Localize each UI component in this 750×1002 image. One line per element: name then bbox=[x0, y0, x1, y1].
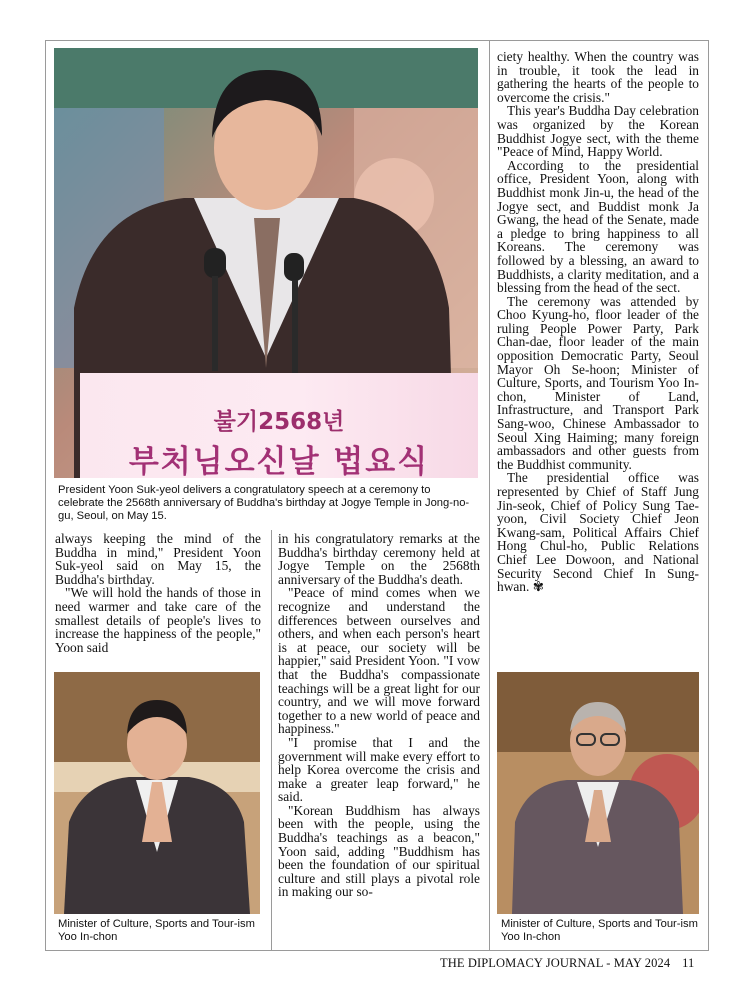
article-column-3 bbox=[497, 50, 699, 595]
left-photo-caption: Minister of Culture, Sports and Tour-ism Yoo In-chon bbox=[58, 918, 255, 943]
end-mark-icon: ✾ bbox=[532, 580, 544, 596]
article-paragraph: "We will hold the hands of those in need warmer and take care of the smallest details of people's lives to increase the happiness of the people," Yoon said bbox=[55, 585, 261, 655]
article-paragraph: The ceremony was attended by Choo Kyung-ho, floor leader of the ruling People Power Party, Park Chan-dae, floor leader of the main opposition Democratic Party, Seoul Mayor Oh Se-hoon; Minister of Culture, Sports, and Tourism Yoo In-chon, Minister of Land, Infrastructure, and Transport Park Sang-woo, Chinese Ambassador to Seoul Xing Haiming; many foreign ambassadors and other guests from the Buddhist community. bbox=[497, 293, 699, 472]
banner-title-text: 부처님오신날 법요식 bbox=[128, 444, 430, 480]
article-paragraph: always keeping the mind of the Buddha in mind," President Yoon Suk-yeol said on May 15, the Buddha's birthday. bbox=[55, 531, 261, 587]
column-divider bbox=[271, 530, 272, 950]
minister-photo-right bbox=[497, 672, 699, 914]
article-paragraph: According to the presidential office, President Yoon, along with Buddhist monk Jin-u, the head of the Jogye sect, and Buddist monk Ja Gwang, the head of the Senate, made a pledge to bring happiness to all Koreans. The ceremony was followed by a blessing, an award to Buddhists, a clarity meditation, and a blessing from the head of the sect. bbox=[497, 157, 699, 296]
page-footer bbox=[440, 956, 694, 971]
column-divider bbox=[489, 40, 490, 950]
right-photo-caption: Minister of Culture, Sports and Tour-ism Yoo In-chon bbox=[501, 918, 698, 943]
article-paragraph: ciety healthy. When the country was in trouble, it took the lead in gathering the hearts of the people to overcome the crisis." bbox=[497, 49, 699, 105]
minister-right-image bbox=[497, 672, 699, 914]
article-paragraph: "I promise that I and the government will make every effort to help Korea overcome the crisis and make a greater leap forward," he said. bbox=[278, 734, 480, 805]
article-paragraph-text: The presidential office was represented by Chief of Staff Jung Jin-seok, Chief of Policy Sung Tae-yoon, Civil Society Chief Jeon Kwang-sam, Political Affairs Chief Hong Chul-ho, Public Relations Chief Lee Dowoon, and National Security Second Chief In Sung-hwan. bbox=[497, 470, 699, 595]
minister-left-image bbox=[54, 672, 260, 914]
article-paragraph: This year's Buddha Day celebration was organized by the Korean Buddhist Jogye sect, with the theme "Peace of Mind, Happy World. bbox=[497, 103, 699, 160]
article-paragraph: "Korean Buddhism has always been with the people, using the Buddha's teachings as a beacon," Yoon said, adding "Buddhism has been the foundation of our spiritual culture and still plays a pivotal role in making our so- bbox=[278, 802, 480, 900]
banner-year-text: 불기2568년 bbox=[213, 409, 345, 435]
main-photo-caption: President Yoon Suk-yeol delivers a congratulatory speech at a ceremony to celebrate the 2568th anniversary of Buddha's birthday at Jogye Temple in Jong-no-gu, Seoul, on May 15. bbox=[58, 484, 470, 522]
publication-name: THE DIPLOMACY JOURNAL - MAY 2024 bbox=[440, 956, 671, 970]
article-column-2 bbox=[278, 532, 480, 899]
ceremony-banner bbox=[80, 373, 478, 478]
article-paragraph: in his congratulatory remarks at the Buddha's birthday ceremony held at Jogye Temple on the 2568th anniversary of the Buddha's death. bbox=[278, 531, 480, 587]
article-paragraph: "Peace of mind comes when we recognize and understand the differences between ourselves and others, and when each person's heart is at peace, our society will be happier," said President Yoon. "I vow that the Buddha's compassionate teachings will be a great light for our country, and we will move forward together to a new world of peace and happiness." bbox=[278, 585, 480, 737]
article-paragraph bbox=[497, 471, 699, 594]
page-number: 11 bbox=[682, 956, 695, 970]
article-column-1 bbox=[55, 532, 261, 654]
minister-photo-left bbox=[54, 672, 260, 914]
